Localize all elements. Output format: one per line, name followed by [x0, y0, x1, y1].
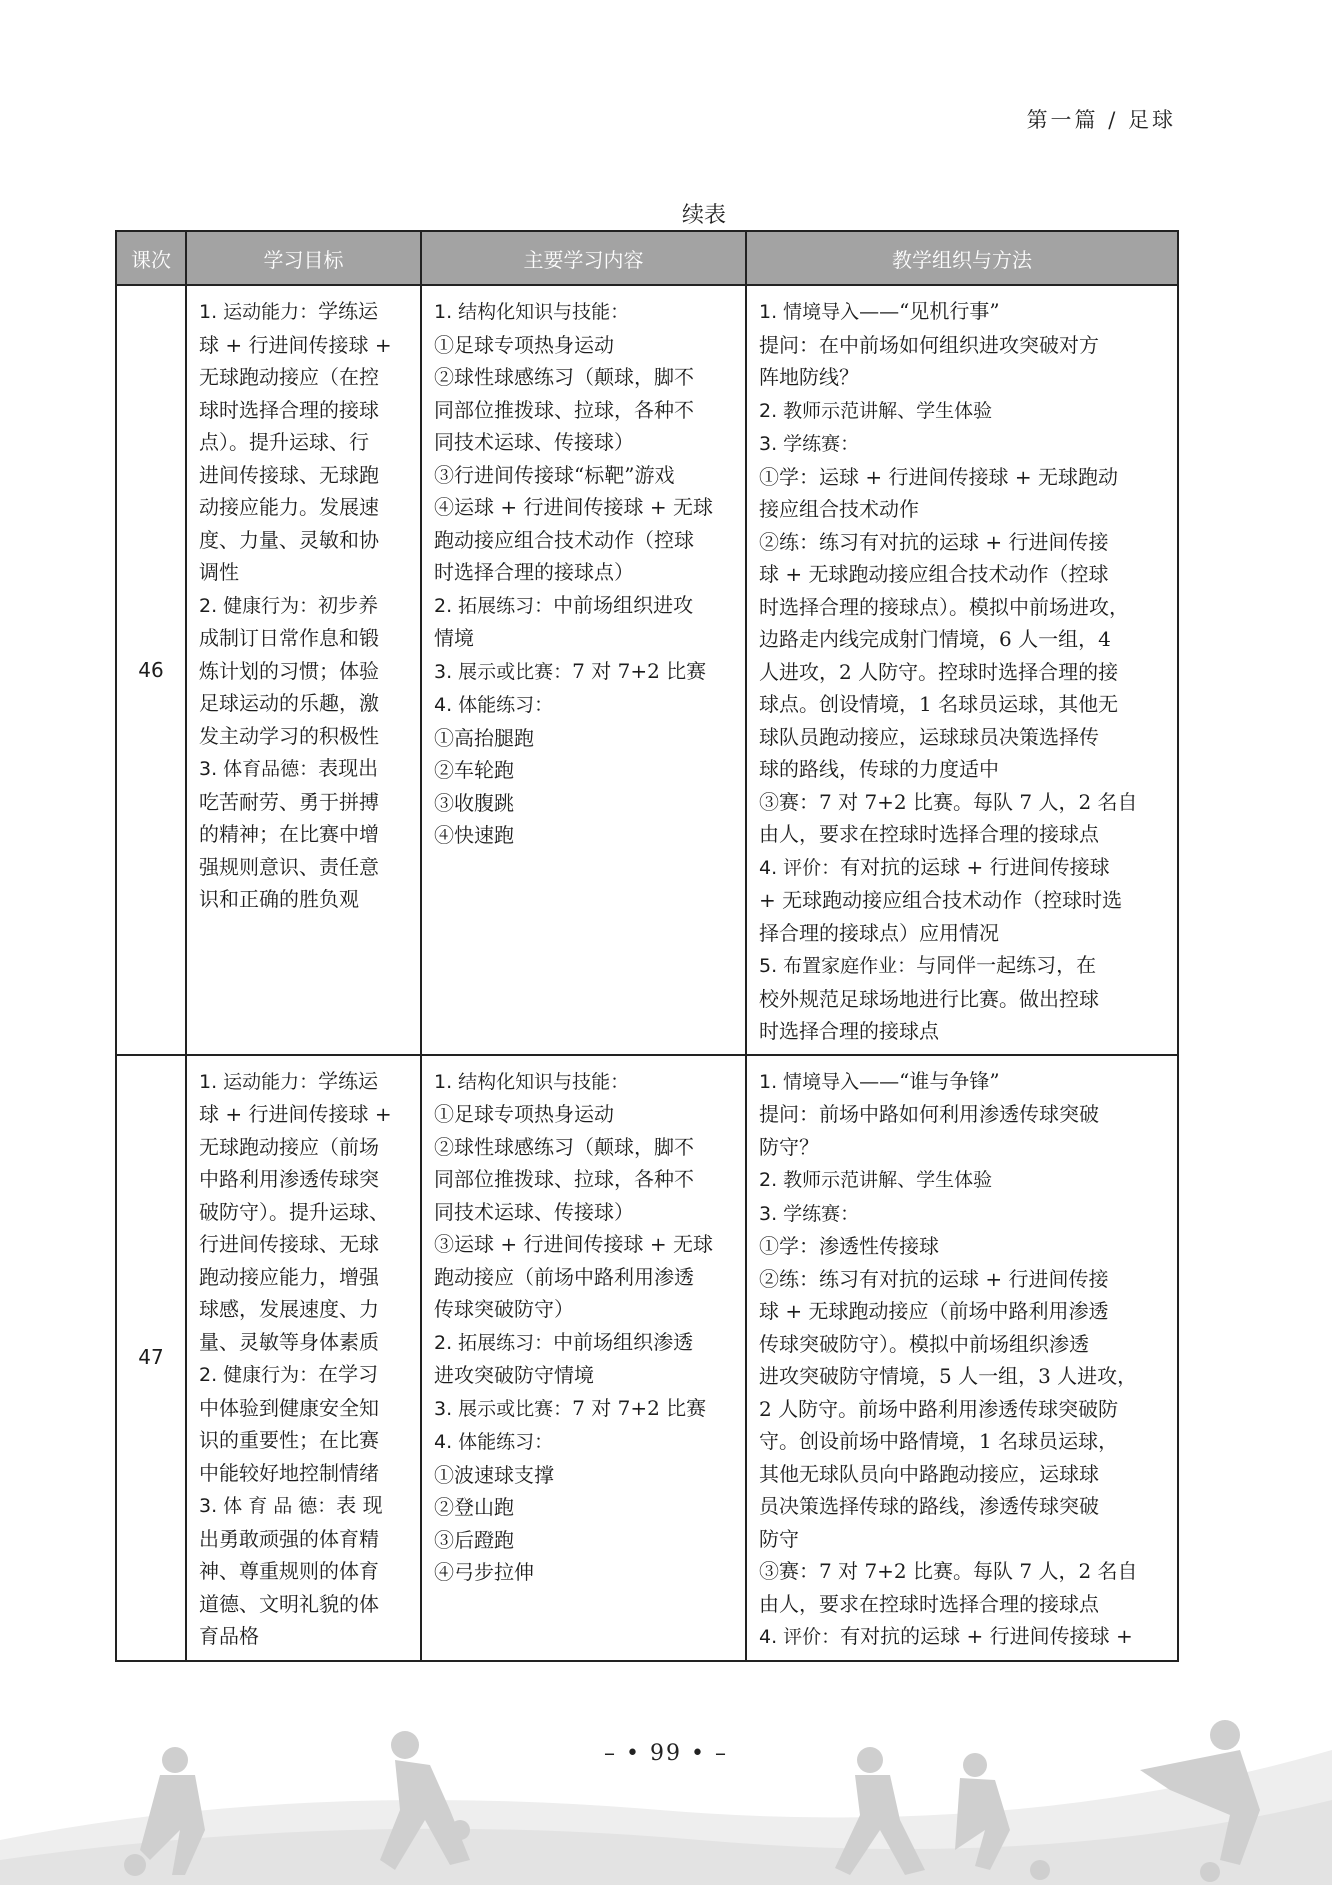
item-text: ①高抬腿跑	[434, 725, 534, 750]
item-text: 跑动接应能力，增强	[199, 1264, 379, 1289]
item-text: 阵地防线？	[759, 365, 859, 389]
text-line	[199, 720, 408, 753]
item-text: ②练：练习有对抗的运球 + 行进间传接	[759, 529, 1109, 554]
item-text: 跑动接应组合技术动作（控球	[434, 527, 694, 552]
text-line	[199, 883, 408, 916]
text-line	[759, 1015, 1165, 1048]
item-text: 同技术运球、传接球）	[434, 1199, 634, 1224]
item-text: 球点。创设情境，1 名球员运球，其他无	[759, 692, 1119, 716]
item-heading: 1. 结构化知识与技能：	[434, 301, 630, 323]
text-line	[434, 622, 733, 655]
cell-content	[421, 1055, 746, 1661]
text-line	[759, 361, 1165, 394]
item-text: 7 对 7+2 比赛	[572, 658, 707, 683]
item-text: 提问：在中前场如何组织进攻突破对方	[759, 332, 1099, 357]
item-text: 无球跑动接应（在控	[199, 365, 379, 389]
item-text: 球队员跑动接应，运球球员决策选择传	[759, 724, 1099, 749]
item-text: 有对抗的运球 + 行进间传接球	[840, 854, 1110, 879]
item-text: 育品格	[199, 1624, 259, 1648]
item-heading: 4. 体能练习：	[434, 1431, 554, 1453]
lesson-number: 46	[116, 285, 186, 1055]
text-line	[199, 1620, 408, 1653]
text-line	[434, 556, 733, 589]
text-line	[199, 1489, 408, 1523]
text-line	[199, 1392, 408, 1425]
item-text: 中路利用渗透传球突	[199, 1167, 379, 1191]
item-text: ④运球 + 行进间传接球 + 无球	[434, 495, 713, 519]
text-line	[434, 426, 733, 459]
text-line	[199, 556, 408, 589]
column-header-content: 主要学习内容	[421, 231, 746, 285]
item-text: 同部位推拨球、拉球，各种不	[434, 397, 694, 422]
column-header-methods: 教学组织与方法	[746, 231, 1178, 285]
text-line	[759, 721, 1165, 754]
item-text: 员决策选择传球的路线，渗透传球突破	[759, 1494, 1099, 1518]
text-line	[759, 461, 1165, 494]
table-caption	[0, 198, 1290, 229]
item-text: 同技术运球、传接球）	[434, 430, 634, 454]
item-text: 由人，要求在控球时选择合理的接球点	[759, 1591, 1099, 1616]
text-line	[199, 1098, 408, 1131]
item-heading: 2. 健康行为：	[199, 1364, 319, 1386]
item-heading: 2. 教师示范讲解、学生体验	[759, 1169, 993, 1191]
text-line	[199, 818, 408, 851]
item-text: 中前场组织进攻	[553, 592, 694, 617]
item-text: ②练：练习有对抗的运球 + 行进间传接	[759, 1266, 1109, 1291]
item-text: 球感，发展速度、力	[199, 1297, 379, 1321]
table-row	[116, 285, 1178, 1055]
text-line	[434, 459, 733, 492]
text-line	[199, 1588, 408, 1621]
item-text: ③行进间传接球“标靶”游戏	[434, 462, 675, 487]
page-number: – • 99 • –	[604, 1741, 728, 1766]
item-text: 时选择合理的接球点	[759, 1019, 939, 1043]
cell-content	[421, 285, 746, 1055]
text-line	[759, 688, 1165, 721]
item-text: 择合理的接球点）应用情况	[759, 920, 999, 945]
text-line	[759, 623, 1165, 656]
item-text: ①波速球支撑	[434, 1462, 554, 1487]
text-line	[759, 1393, 1165, 1426]
item-text: 同部位推拨球、拉球，各种不	[434, 1167, 694, 1191]
text-line	[434, 1163, 733, 1196]
item-text: 防守	[759, 1526, 799, 1551]
item-text: 道德、文明礼貌的体	[199, 1591, 379, 1616]
item-heading: 3. 展示或比赛：	[434, 660, 573, 683]
text-line	[199, 589, 408, 623]
text-line	[199, 1228, 408, 1261]
text-line	[759, 591, 1165, 624]
item-heading: 1. 情境导入	[759, 1070, 860, 1093]
item-text: ——“见机行事”	[859, 299, 1000, 323]
item-text: ①足球专项热身运动	[434, 332, 614, 357]
text-line	[759, 1263, 1165, 1296]
item-heading: 2. 健康行为：	[199, 594, 319, 617]
item-heading: 1. 运动能力：	[199, 1070, 319, 1093]
text-line	[434, 688, 733, 722]
text-line	[759, 1620, 1165, 1654]
text-line	[759, 818, 1165, 851]
cell-goals	[186, 285, 421, 1055]
text-line	[434, 361, 733, 394]
text-line	[434, 1196, 733, 1229]
text-line	[434, 524, 733, 557]
item-text: 神、尊重规则的体育	[199, 1559, 379, 1583]
item-text: 的精神；在比赛中增	[199, 822, 379, 846]
text-line	[759, 884, 1165, 917]
text-line	[434, 1293, 733, 1326]
item-heading: 3. 展示或比赛：	[434, 1397, 573, 1420]
text-line	[434, 1065, 733, 1099]
item-text: 球 + 行进间传接球 +	[199, 1102, 392, 1126]
text-line	[759, 1523, 1165, 1556]
text-line	[434, 655, 733, 689]
item-text: 人进攻，2 人防守。控球时选择合理的接	[759, 659, 1119, 684]
item-text: 传球突破防守）	[434, 1297, 574, 1321]
item-text: ①学：渗透性传接球	[759, 1234, 939, 1258]
text-line	[199, 851, 408, 884]
item-text: 足球运动的乐趣，激	[199, 691, 379, 715]
item-text: 初步养	[318, 592, 379, 617]
item-text: ②登山跑	[434, 1495, 514, 1519]
item-heading: 3. 体育品德：	[199, 758, 319, 780]
text-line	[759, 493, 1165, 526]
item-text: + 无球跑动接应组合技术动作（控球时选	[759, 888, 1123, 912]
cell-goals	[186, 1055, 421, 1661]
item-text: 在学习	[318, 1362, 379, 1386]
item-text: 由人，要求在控球时选择合理的接球点	[759, 822, 1099, 846]
text-line	[434, 1392, 733, 1426]
item-text: 学练运	[318, 1068, 379, 1093]
text-line	[199, 687, 408, 720]
text-line	[434, 787, 733, 820]
text-line	[434, 1524, 733, 1557]
item-text: 成制订日常作息和锻	[199, 626, 379, 650]
text-line	[199, 1523, 408, 1556]
item-heading: 2. 拓展练习：	[434, 1331, 554, 1354]
text-line	[434, 1459, 733, 1492]
text-line	[199, 426, 408, 459]
text-line	[759, 1065, 1165, 1099]
item-text: 球的路线，传球的力度适中	[759, 757, 999, 781]
text-line	[759, 1197, 1165, 1231]
item-text: 边路走内线完成射门情境，6 人一组，4	[759, 627, 1111, 651]
text-line	[199, 622, 408, 655]
item-text: 出勇敢顽强的体育精	[199, 1526, 379, 1551]
text-line	[199, 752, 408, 786]
item-text: 进间传接球、无球跑	[199, 462, 379, 487]
item-text: 情境	[434, 626, 474, 650]
item-text: ——“谁与争锋”	[859, 1068, 1000, 1093]
text-line	[199, 1196, 408, 1229]
item-heading: 1. 运动能力：	[199, 301, 319, 323]
text-line	[199, 1293, 408, 1326]
column-header-goals: 学习目标	[186, 231, 421, 285]
text-line	[199, 786, 408, 819]
item-text: 进攻突破防守情境	[434, 1363, 594, 1387]
item-heading: 5. 布置家庭作业：	[759, 955, 917, 977]
text-line	[434, 1491, 733, 1524]
item-text: 2 人防守。前场中路利用渗透传球突破防	[759, 1396, 1119, 1421]
text-line	[434, 329, 733, 362]
text-line	[759, 1328, 1165, 1361]
item-text: 度、力量、灵敏和协	[199, 527, 379, 552]
text-line	[434, 1098, 733, 1131]
text-line	[199, 1555, 408, 1588]
text-line	[434, 1131, 733, 1164]
text-line	[199, 1326, 408, 1359]
item-text: ②球性球感练习（颠球，脚不	[434, 1134, 694, 1159]
table-header-row	[116, 231, 1178, 285]
item-text: 校外规范足球场地进行比赛。做出控球	[759, 986, 1099, 1011]
text-line	[759, 949, 1165, 983]
lesson-number: 47	[116, 1055, 186, 1661]
item-text: 球 + 无球跑动接应组合技术动作（控球	[759, 562, 1109, 586]
text-line	[199, 1358, 408, 1392]
text-line	[434, 1556, 733, 1589]
item-text: 传球突破防守）。模拟中前场组织渗透	[759, 1331, 1089, 1356]
item-text: ③后蹬跑	[434, 1527, 514, 1552]
text-line	[759, 1458, 1165, 1491]
item-text: 学练运	[318, 299, 379, 323]
item-heading: 3. 体 育 品 德：	[199, 1495, 337, 1517]
text-line	[759, 1425, 1165, 1458]
item-text: 无球跑动接应（前场	[199, 1134, 379, 1159]
item-text: 球 + 行进间传接球 +	[199, 332, 392, 357]
item-text: 接应组合技术动作	[759, 497, 919, 521]
item-text: 吃苦耐劳、勇于拼搏	[199, 789, 379, 814]
text-line	[759, 1360, 1165, 1393]
item-text: 时选择合理的接球点）	[434, 560, 634, 584]
text-line	[759, 917, 1165, 950]
text-line	[199, 1065, 408, 1099]
text-line	[759, 526, 1165, 559]
running-head: 第一篇 / 足球	[1026, 108, 1176, 132]
item-text: 守。创设前场中路情境，1 名球员运球，	[759, 1429, 1119, 1453]
text-line	[434, 295, 733, 329]
item-heading: 4. 评价：	[759, 856, 841, 879]
item-text: 调性	[199, 560, 239, 584]
text-line	[199, 1457, 408, 1490]
item-text: 强规则意识、责任意	[199, 854, 379, 879]
item-text: 识和正确的胜负观	[199, 887, 359, 911]
text-line	[759, 1555, 1165, 1588]
item-text: 跑动接应（前场中路利用渗透	[434, 1264, 694, 1289]
item-text: 量、灵敏等身体素质	[199, 1329, 379, 1354]
text-line	[759, 786, 1165, 819]
item-text: ③赛：7 对 7+2 比赛。每队 7 人，2 名自	[759, 1559, 1138, 1583]
text-line	[199, 459, 408, 492]
item-text: 中能较好地控制情绪	[199, 1460, 379, 1485]
cell-methods	[746, 285, 1178, 1055]
text-line	[434, 1425, 733, 1459]
text-line	[199, 1163, 408, 1196]
item-text: ①学：运球 + 行进间传接球 + 无球跑动	[759, 464, 1118, 489]
text-line	[759, 394, 1165, 428]
item-text: 炼计划的习惯；体验	[199, 658, 379, 683]
item-text: 中体验到健康安全知	[199, 1395, 379, 1420]
text-line	[199, 1424, 408, 1457]
text-line	[434, 1359, 733, 1392]
footer-football-silhouettes	[0, 1690, 1332, 1885]
item-heading: 2. 拓展练习：	[434, 594, 554, 617]
text-line	[434, 754, 733, 787]
item-text: 时选择合理的接球点）。模拟中前场进攻，	[759, 594, 1129, 619]
text-line	[434, 722, 733, 755]
text-line	[199, 1131, 408, 1164]
item-text: 破防守）。提升运球、	[199, 1199, 389, 1224]
item-text: 点）。提升运球、行	[199, 430, 369, 454]
item-text: 球时选择合理的接球	[199, 397, 379, 422]
text-line	[759, 851, 1165, 885]
text-line	[759, 1163, 1165, 1197]
text-line	[434, 1326, 733, 1360]
item-heading: 1. 结构化知识与技能：	[434, 1070, 630, 1093]
text-line	[759, 329, 1165, 362]
text-line	[759, 753, 1165, 786]
cell-methods	[746, 1055, 1178, 1661]
item-text: 进攻突破防守情境，5 人一组，3 人进攻，	[759, 1364, 1138, 1388]
item-heading: 4. 体能练习：	[434, 694, 554, 716]
text-line	[199, 361, 408, 394]
text-line	[759, 1131, 1165, 1164]
item-heading: 3. 学练赛：	[759, 433, 860, 455]
table-caption-text: 续表	[681, 203, 726, 228]
table-row	[116, 1055, 1178, 1661]
text-line	[759, 983, 1165, 1016]
text-line	[199, 491, 408, 524]
item-text: ①足球专项热身运动	[434, 1102, 614, 1126]
item-text: ④弓步拉伸	[434, 1560, 534, 1584]
text-line	[199, 329, 408, 362]
text-line	[759, 558, 1165, 591]
item-text: ②球性球感练习（颠球，脚不	[434, 365, 694, 389]
item-heading: 1. 情境导入	[759, 301, 860, 323]
item-text: ③赛：7 对 7+2 比赛。每队 7 人，2 名自	[759, 789, 1138, 814]
lesson-plan-table	[115, 230, 1179, 1662]
text-line	[759, 1490, 1165, 1523]
text-line	[759, 1588, 1165, 1621]
text-line	[759, 1295, 1165, 1328]
text-line	[759, 295, 1165, 329]
text-line	[199, 655, 408, 688]
item-text: 球 + 无球跑动接应（前场中路利用渗透	[759, 1299, 1109, 1323]
text-line	[199, 295, 408, 329]
item-text: ④快速跑	[434, 823, 514, 847]
item-text: ②车轮跑	[434, 758, 514, 782]
text-line	[759, 1230, 1165, 1263]
text-line	[434, 1261, 733, 1294]
text-line	[759, 1098, 1165, 1131]
item-text: ③运球 + 行进间传接球 + 无球	[434, 1232, 713, 1256]
item-text: 发主动学习的积极性	[199, 723, 379, 748]
item-heading: 4. 评价：	[759, 1626, 841, 1648]
item-heading: 3. 学练赛：	[759, 1202, 860, 1225]
text-line	[759, 656, 1165, 689]
text-line	[434, 589, 733, 623]
item-text: 与同伴一起练习，在	[916, 953, 1097, 977]
item-text: 有对抗的运球 + 行进间传接球 +	[840, 1624, 1133, 1648]
text-line	[199, 524, 408, 557]
text-line	[759, 427, 1165, 461]
text-line	[434, 1228, 733, 1261]
item-text: 中前场组织渗透	[553, 1329, 694, 1354]
item-heading: 2. 教师示范讲解、学生体验	[759, 399, 993, 422]
item-text: 提问：前场中路如何利用渗透传球突破	[759, 1102, 1099, 1126]
item-text: 7 对 7+2 比赛	[572, 1395, 707, 1420]
column-header-lesson: 课次	[116, 231, 186, 285]
item-text: 其他无球队员向中路跑动接应，运球球	[759, 1461, 1099, 1486]
item-text: 识的重要性；在比赛	[199, 1428, 379, 1452]
text-line	[434, 394, 733, 427]
item-text: 行进间传接球、无球	[199, 1232, 379, 1256]
item-text: 表现出	[318, 756, 379, 780]
text-line	[199, 394, 408, 427]
text-line	[434, 819, 733, 852]
item-text: ③收腹跳	[434, 790, 514, 815]
text-line	[199, 1261, 408, 1294]
item-text: 表 现	[336, 1493, 383, 1517]
item-text: 防守？	[759, 1134, 819, 1159]
text-line	[434, 491, 733, 524]
item-text: 动接应能力。发展速	[199, 495, 379, 519]
